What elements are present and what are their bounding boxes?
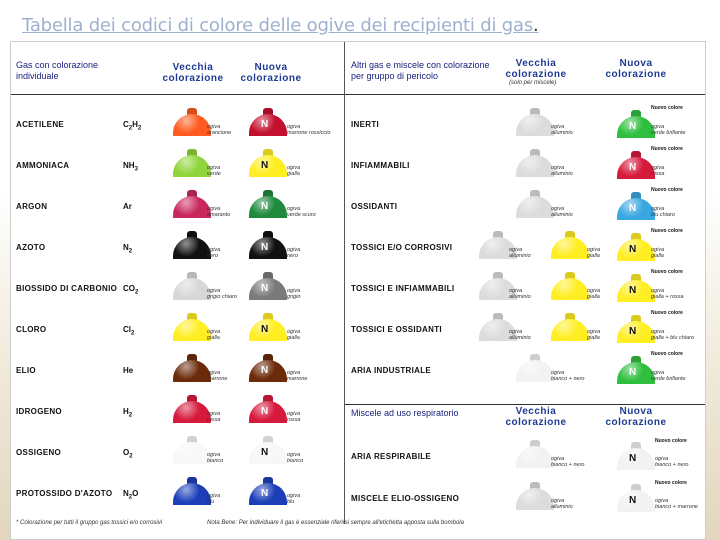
old-color-label: [551, 206, 573, 218]
cylinder-shoulder: [173, 360, 211, 382]
label-line: ogiva: [207, 206, 221, 212]
gas-name: BIOSSIDO DI CARBONIO: [16, 284, 118, 293]
cylinder-shoulder: [173, 319, 211, 341]
new-color-label: [287, 493, 300, 505]
group-name: INFIAMMABILI: [351, 161, 410, 170]
new-cylinder: [249, 190, 287, 218]
gas-name: AZOTO: [16, 243, 46, 252]
old-cylinder: [516, 354, 554, 382]
old-color-label: [207, 493, 220, 505]
right-new-col-header: Nuova colorazione: [605, 58, 667, 80]
old-color-label: [207, 124, 231, 136]
cylinder-shoulder: [173, 114, 211, 136]
new-color-tag: Nuovo colore: [651, 310, 683, 316]
label-line: marrone: [287, 376, 308, 382]
new-color-label: [287, 329, 300, 341]
old-color-label: [207, 288, 237, 300]
cylinder-shoulder: [516, 155, 554, 177]
label-line: gialla: [587, 253, 600, 259]
old-color-label: [207, 165, 221, 177]
label-line: ogiva: [651, 288, 665, 294]
label-line: ogiva: [551, 498, 565, 504]
label-line: verde brillante: [651, 376, 686, 382]
new-color-tag: Nuovo colore: [651, 228, 683, 234]
gas-formula: $H_2$: [123, 407, 133, 419]
new-cylinder: [249, 313, 287, 341]
gas-formula: He: [123, 366, 134, 375]
color-code-table: [10, 41, 706, 540]
new-color-badge: N: [261, 160, 269, 171]
new-color-label: [655, 498, 698, 510]
left-new-col-header: Nuova colorazione: [240, 62, 302, 84]
label-line: ogiva: [287, 206, 301, 212]
new-cylinder: [617, 110, 655, 138]
cylinder-shoulder: [173, 155, 211, 177]
new-color-tag: Nuovo colore: [651, 105, 683, 111]
label-line: blu: [287, 499, 295, 505]
label-line: ogiva: [587, 329, 601, 335]
old-cylinder: [516, 440, 554, 468]
new-color-badge: N: [261, 119, 269, 130]
label-line: verde: [207, 171, 221, 177]
label-line: ogiva: [207, 247, 221, 253]
label-line: ogiva: [651, 206, 665, 212]
new-color-badge: N: [629, 244, 637, 255]
label-line: ogiva: [509, 247, 523, 253]
gas-name: ELIO: [16, 366, 36, 375]
label-line: verde scuro: [287, 212, 316, 218]
new-color-badge: N: [629, 121, 637, 132]
new-color-badge: N: [629, 453, 637, 464]
old-cylinder: [173, 354, 211, 382]
old-cylinder-alt: [551, 272, 589, 300]
gas-formula: $N_2O$: [123, 489, 139, 501]
label-line: alluminio: [551, 212, 573, 218]
label-line: ogiva: [655, 498, 669, 504]
old-cylinder: [173, 313, 211, 341]
cylinder-shoulder: [173, 401, 211, 423]
gas-name: PROTOSSIDO D'AZOTO: [16, 489, 113, 498]
old-cylinder: [173, 149, 211, 177]
cylinder-shoulder: [516, 446, 554, 468]
label-line: ogiva: [551, 124, 565, 130]
footer-note-left: * Colorazione per tutti il gruppo gas tossici e/o corrosivi: [16, 520, 163, 526]
cylinder-shoulder: [551, 319, 589, 341]
miscele-old-col-header: Vecchia colorazione: [505, 406, 567, 428]
old-color-label: [551, 498, 573, 510]
label-line: gialla: [587, 294, 600, 300]
label-line: ogiva: [287, 165, 301, 171]
label-line: ogiva: [207, 124, 221, 130]
cylinder-shoulder: [173, 483, 211, 505]
new-color-label: [651, 288, 684, 300]
label-line: bianco + nero: [551, 462, 585, 468]
label-line: bianco: [287, 458, 304, 464]
label-line: grigio chiaro: [207, 294, 237, 300]
cylinder-shoulder: [173, 196, 211, 218]
gas-formula: $C_2H_2$: [123, 120, 142, 132]
new-color-tag: Nuovo colore: [651, 146, 683, 152]
label-line: ogiva: [509, 329, 523, 335]
group-name: ARIA INDUSTRIALE: [351, 366, 432, 375]
new-cylinder: [249, 477, 287, 505]
right-header-rule: [345, 94, 706, 95]
gas-formula: $CO_2$: [123, 284, 139, 296]
new-color-badge: N: [629, 326, 637, 337]
label-line: gialla: [207, 335, 220, 341]
new-cylinder: [249, 108, 287, 136]
label-line: ogiva: [207, 370, 221, 376]
label-line: ogiva: [651, 165, 665, 171]
new-color-badge: N: [261, 406, 269, 417]
label-line: marrone: [207, 376, 228, 382]
label-line: ogiva: [287, 329, 301, 335]
old-color-label: [551, 165, 573, 177]
old-color-label: [509, 288, 531, 300]
cylinder-shoulder: [173, 442, 211, 464]
new-color-badge: N: [261, 242, 269, 253]
cylinder-shoulder: [516, 114, 554, 136]
right-old-col-header: Vecchia colorazione: [505, 58, 567, 80]
new-cylinder: [617, 356, 655, 384]
label-line: ogiva: [287, 370, 301, 376]
new-color-badge: N: [261, 365, 269, 376]
left-header-rule: [11, 94, 344, 95]
label-line: ogiva: [551, 370, 565, 376]
new-cylinder: [249, 354, 287, 382]
label-line: marrone rossiccio: [287, 130, 331, 136]
right-header-label: Altri gas e miscele con colorazione per gruppo di pericolo: [351, 60, 490, 81]
new-cylinder: [617, 192, 655, 220]
new-color-tag: Nuovo colore: [655, 438, 687, 444]
new-color-badge: N: [261, 201, 269, 212]
old-cylinder: [516, 108, 554, 136]
new-cylinder: [249, 231, 287, 259]
new-cylinder: [617, 484, 655, 512]
left-old-col-header: Vecchia colorazione: [162, 62, 224, 84]
label-line: ogiva: [587, 288, 601, 294]
old-color-label: [551, 370, 584, 382]
label-line: alluminio: [551, 171, 573, 177]
right-old-col-note: (solo per miscele): [509, 80, 557, 86]
new-cylinder: [617, 315, 655, 343]
old-cylinder: [173, 190, 211, 218]
label-line: ogiva: [551, 165, 565, 171]
page-title: Tabella dei codici di colore delle ogive dei recipienti di gas.: [22, 15, 539, 36]
label-line: gialla: [587, 335, 600, 341]
old-cylinder: [173, 436, 211, 464]
new-color-label: [287, 165, 300, 177]
label-line: ogiva: [287, 452, 301, 458]
label-line: rossa: [651, 171, 665, 177]
new-cylinder: [617, 442, 655, 470]
miscele-name: MISCELE ELIO-OSSIGENO: [351, 494, 460, 503]
label-line: nero: [207, 253, 219, 259]
old-color-label-alt: [587, 329, 600, 341]
old-cylinder: [516, 482, 554, 510]
new-color-badge: N: [261, 324, 269, 335]
old-color-label: [207, 370, 227, 382]
label-line: gialla + blu chiaro: [651, 335, 694, 341]
new-color-label: [287, 124, 330, 136]
miscele-label: Miscele ad uso respiratorio: [351, 408, 459, 418]
gas-formula: Ar: [123, 202, 132, 211]
old-color-label: [509, 247, 531, 259]
new-cylinder: [617, 274, 655, 302]
label-line: bianco: [207, 458, 224, 464]
new-cylinder: [249, 395, 287, 423]
label-line: rossa: [287, 417, 301, 423]
old-color-label-alt: [587, 247, 600, 259]
label-line: ogiva: [287, 411, 301, 417]
label-line: ogiva: [287, 493, 301, 499]
label-line: alluminio: [509, 294, 531, 300]
new-color-label: [287, 370, 307, 382]
label-line: ogiva: [651, 247, 665, 253]
old-color-label: [509, 329, 531, 341]
old-color-label: [551, 124, 573, 136]
new-cylinder: [617, 151, 655, 179]
gas-formula: $O_2$: [123, 448, 133, 460]
gas-name: OSSIGENO: [16, 448, 62, 457]
new-color-label: [651, 206, 675, 218]
gas-name: CLORO: [16, 325, 47, 334]
label-line: ogiva: [207, 452, 221, 458]
label-line: gialla: [287, 335, 300, 341]
old-color-label-alt: [587, 288, 600, 300]
label-line: ogiva: [587, 247, 601, 253]
label-line: ogiva: [207, 411, 221, 417]
new-color-tag: Nuovo colore: [651, 269, 683, 275]
new-color-tag: Nuovo colore: [651, 187, 683, 193]
gas-name: IDROGENO: [16, 407, 62, 416]
old-color-label: [207, 206, 230, 218]
new-color-label: [287, 247, 300, 259]
new-cylinder: [249, 272, 287, 300]
label-line: nero: [287, 253, 299, 259]
cylinder-shoulder: [551, 278, 589, 300]
new-color-label: [287, 411, 300, 423]
group-name: TOSSICI E OSSIDANTI: [351, 325, 442, 334]
gas-formula: $Cl_2$: [123, 325, 135, 337]
cylinder-shoulder: [516, 196, 554, 218]
group-name: TOSSICI E INFIAMMABILI: [351, 284, 455, 293]
label-line: arancione: [207, 130, 232, 136]
old-color-label: [207, 247, 220, 259]
gas-name: ARGON: [16, 202, 48, 211]
label-line: amaranto: [207, 212, 231, 218]
label-line: rossa: [207, 417, 221, 423]
label-line: blu: [207, 499, 215, 505]
new-color-badge: N: [629, 203, 637, 214]
miscele-top-rule: [345, 404, 706, 405]
old-color-label: [207, 329, 220, 341]
left-header-label: Gas con colorazione individuale: [16, 60, 99, 81]
group-name: TOSSICI E/O CORROSIVI: [351, 243, 453, 252]
old-color-label: [207, 411, 220, 423]
label-line: blu chiaro: [651, 212, 675, 218]
label-line: alluminio: [551, 504, 573, 510]
cylinder-shoulder: [516, 360, 554, 382]
label-line: ogiva: [207, 165, 221, 171]
label-line: ogiva: [207, 493, 221, 499]
label-line: ogiva: [207, 329, 221, 335]
label-line: ogiva: [651, 124, 665, 130]
new-color-badge: N: [629, 367, 637, 378]
new-cylinder: [249, 149, 287, 177]
new-color-badge: N: [629, 285, 637, 296]
new-color-label: [287, 452, 303, 464]
label-line: ogiva: [287, 288, 301, 294]
label-line: ogiva: [551, 206, 565, 212]
new-color-label: [655, 456, 688, 468]
label-line: gialla: [287, 171, 300, 177]
cylinder-shoulder: [173, 278, 211, 300]
old-cylinder: [173, 108, 211, 136]
new-color-label: [651, 247, 664, 259]
new-color-badge: N: [629, 495, 637, 506]
label-line: bianco + marrone: [655, 504, 698, 510]
gas-name: AMMONIACA: [16, 161, 70, 170]
old-cylinder: [173, 231, 211, 259]
gas-formula: $N_2$: [123, 243, 133, 255]
new-color-badge: N: [261, 488, 269, 499]
footer-note-right: Nota Bene: Per individuare il gas è essenziale riferirsi sempre all'etichetta apposta sulla bombola: [207, 520, 464, 526]
new-cylinder: [617, 233, 655, 261]
new-color-badge: N: [261, 447, 269, 458]
label-line: alluminio: [551, 130, 573, 136]
label-line: gialla: [651, 253, 664, 259]
cylinder-shoulder: [516, 488, 554, 510]
new-color-label: [651, 329, 694, 341]
new-color-badge: N: [261, 283, 269, 294]
old-cylinder: [516, 149, 554, 177]
column-divider: [344, 42, 345, 524]
new-color-label: [287, 206, 316, 218]
group-name: OSSIDANTI: [351, 202, 398, 211]
new-color-tag: Nuovo colore: [655, 480, 687, 486]
cylinder-shoulder: [173, 237, 211, 259]
old-color-label: [207, 452, 223, 464]
label-line: bianco + nero: [551, 376, 585, 382]
new-color-label: [287, 288, 300, 300]
new-color-label: [651, 165, 664, 177]
label-line: alluminio: [509, 335, 531, 341]
label-line: gialla + rossa: [651, 294, 684, 300]
group-name: INERTI: [351, 120, 380, 129]
old-color-label: [551, 456, 584, 468]
old-cylinder: [173, 477, 211, 505]
label-line: bianco + nero: [655, 462, 689, 468]
miscele-name: ARIA RESPIRABILE: [351, 452, 432, 461]
old-cylinder-alt: [551, 231, 589, 259]
old-cylinder: [173, 272, 211, 300]
label-line: ogiva: [651, 329, 665, 335]
label-line: verde brillante: [651, 130, 686, 136]
old-cylinder: [516, 190, 554, 218]
miscele-new-col-header: Nuova colorazione: [605, 406, 667, 428]
label-line: ogiva: [509, 288, 523, 294]
new-color-label: [651, 370, 686, 382]
label-line: ogiva: [207, 288, 221, 294]
gas-name: ACETILENE: [16, 120, 65, 129]
label-line: ogiva: [287, 124, 301, 130]
new-color-tag: Nuovo colore: [651, 351, 683, 357]
new-color-badge: N: [629, 162, 637, 173]
cylinder-shoulder: [551, 237, 589, 259]
label-line: ogiva: [651, 370, 665, 376]
label-line: ogiva: [655, 456, 669, 462]
label-line: ogiva: [551, 456, 565, 462]
new-color-label: [651, 124, 686, 136]
new-cylinder: [249, 436, 287, 464]
gas-formula: $NH_3$: [123, 161, 138, 173]
label-line: alluminio: [509, 253, 531, 259]
old-cylinder-alt: [551, 313, 589, 341]
old-cylinder: [173, 395, 211, 423]
label-line: grigio: [287, 294, 301, 300]
label-line: ogiva: [287, 247, 301, 253]
